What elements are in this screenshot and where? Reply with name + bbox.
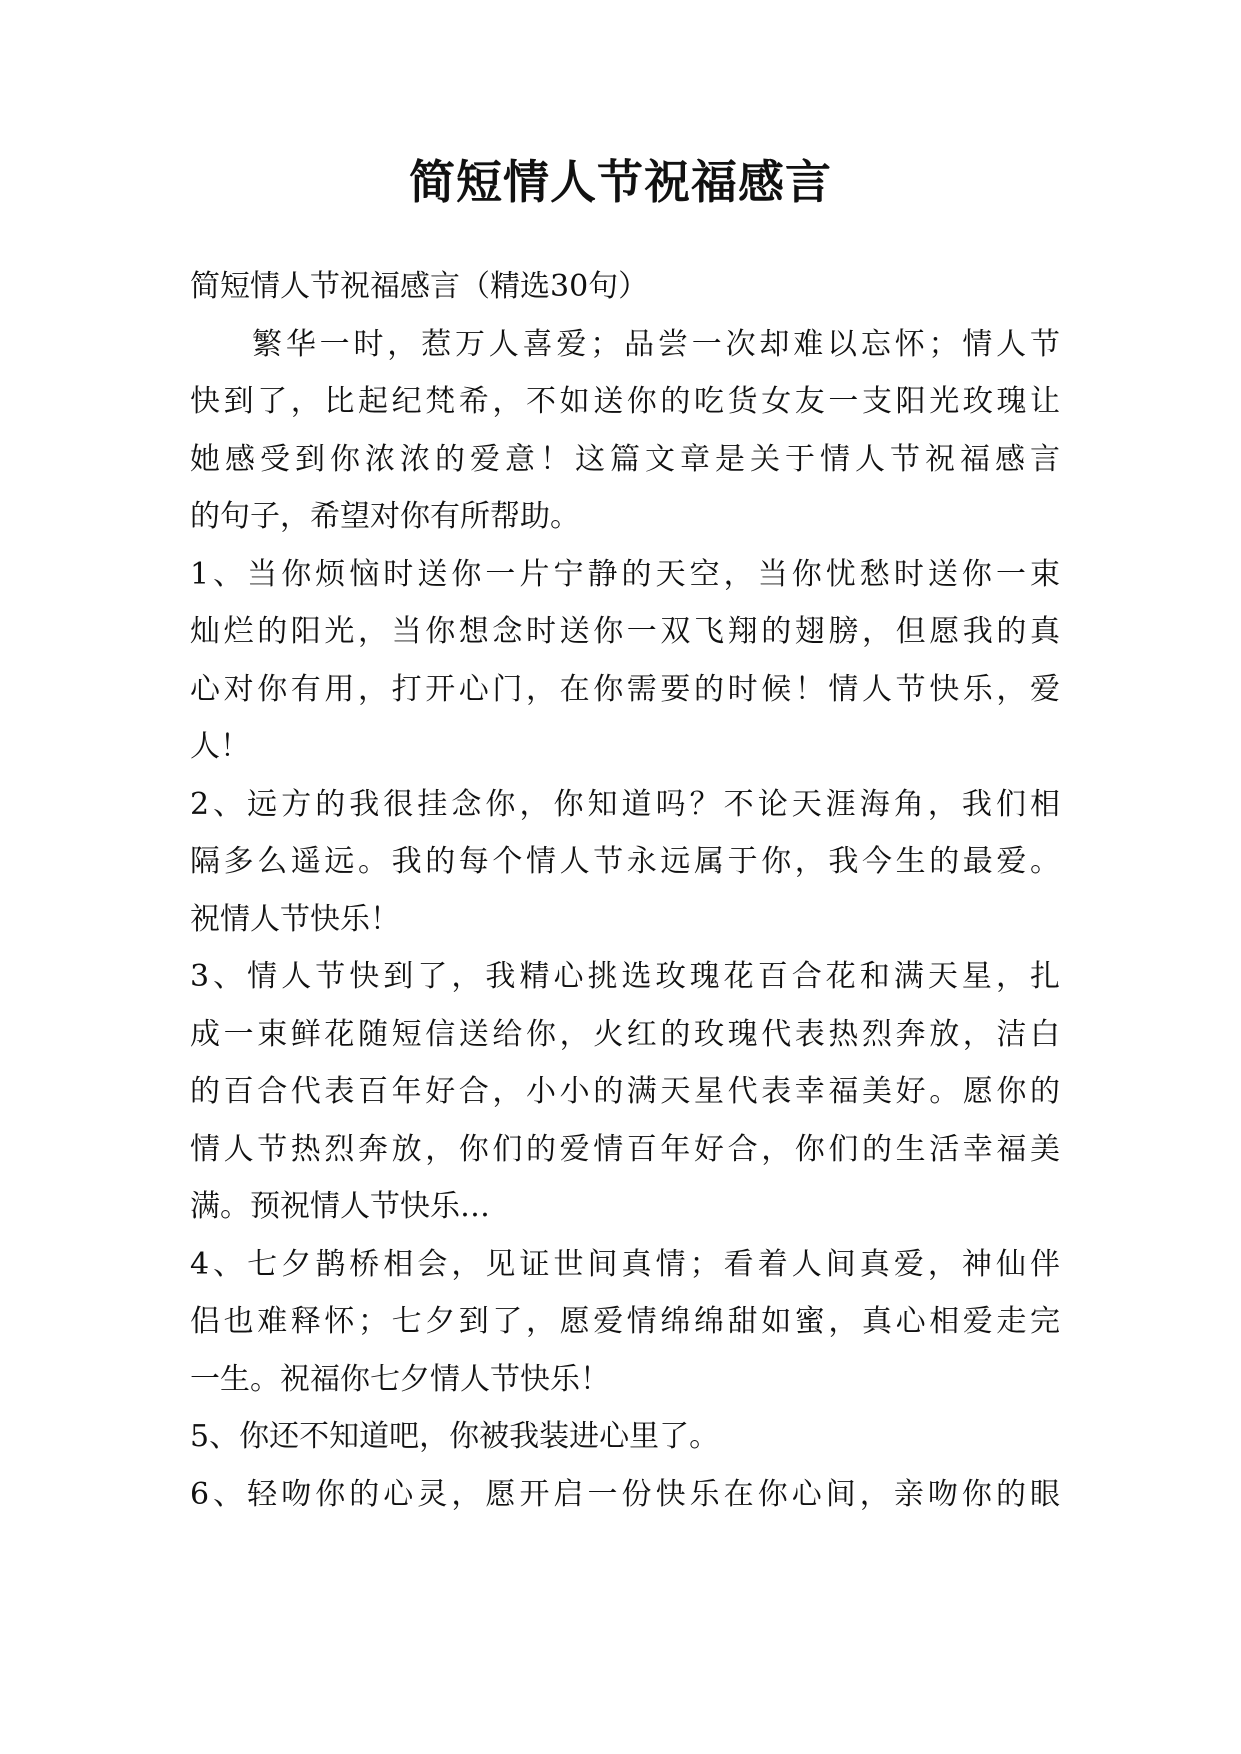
item-line: 6、轻吻你的心灵，愿开启一份快乐在你心间，亲吻你的眼	[190, 1476, 1060, 1512]
item-line: 情人节热烈奔放，你们的爱情百年好合，你们的生活幸福美	[190, 1131, 1060, 1167]
list-item	[190, 776, 1060, 949]
list-item	[190, 1408, 1060, 1466]
intro-line: 的句子，希望对你有所帮助。	[190, 499, 580, 534]
item-line: 的百合代表百年好合，小小的满天星代表幸福美好。愿你的	[190, 1074, 1060, 1109]
item-line: 1、当你烦恼时送你一片宁静的天空，当你忧愁时送你一束	[190, 556, 1060, 592]
item-line: 满。预祝情人节快乐…	[190, 1189, 490, 1224]
item-line: 成一束鲜花随短信送给你，火红的玫瑰代表热烈奔放，洁白	[190, 1016, 1060, 1052]
document-body	[190, 258, 1060, 1523]
intro-line: 繁华一时，惹万人喜爱；品尝一次却难以忘怀；情人节	[252, 326, 1060, 362]
list-item	[190, 1466, 1060, 1524]
item-line: 3、情人节快到了，我精心挑选玫瑰花百合花和满天星，扎	[190, 959, 1060, 994]
item-line: 侣也难释怀；七夕到了，愿爱情绵绵甜如蜜，真心相爱走完	[190, 1304, 1060, 1339]
item-line: 5、你还不知道吧，你被我装进心里了。	[190, 1419, 720, 1454]
item-line: 隔多么遥远。我的每个情人节永远属于你，我今生的最爱。	[190, 844, 1060, 879]
document-title: 简短情人节祝福感言	[409, 155, 832, 209]
list-item	[190, 546, 1060, 776]
item-line: 4、七夕鹊桥相会，见证世间真情；看着人间真爱，神仙伴	[190, 1246, 1060, 1282]
item-line: 一生。祝福你七夕情人节快乐！	[190, 1361, 610, 1397]
list-item	[190, 1236, 1060, 1409]
intro-paragraph	[190, 316, 1060, 546]
item-line: 心对你有用，打开心门，在你需要的时候！情人节快乐，爱	[190, 671, 1060, 707]
intro-line: 她感受到你浓浓的爱意！这篇文章是关于情人节祝福感言	[190, 441, 1060, 477]
item-line: 人！	[190, 729, 250, 764]
item-line: 祝情人节快乐！	[190, 901, 400, 937]
document-subtitle: 简短情人节祝福感言（精选30句）	[190, 269, 649, 304]
intro-line: 快到了，比起纪梵希，不如送你的吃货女友一支阳光玫瑰让	[190, 384, 1060, 419]
item-line: 2、远方的我很挂念你，你知道吗？不论天涯海角，我们相	[190, 786, 1060, 822]
list-item	[190, 948, 1060, 1236]
item-line: 灿烂的阳光，当你想念时送你一双飞翔的翅膀，但愿我的真	[190, 614, 1060, 649]
